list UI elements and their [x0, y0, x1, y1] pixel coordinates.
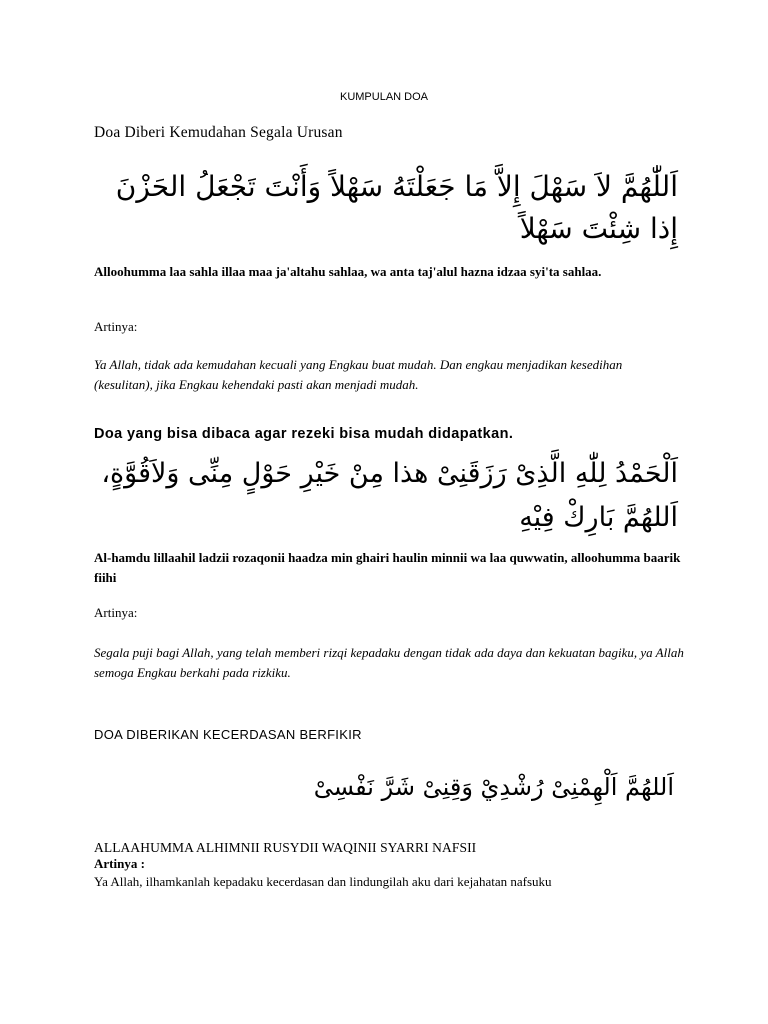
prayer-meaning: Segala puji bagi Allah, yang telah memberi rizqi kepadaku dengan tidak ada daya dan kekuatan bagiku, ya Allah semoga Engkau berkahi pada rizkiku. [94, 645, 684, 680]
arabic-prayer-text: اَلْحَمْدُ لِلّٰهِ الَّذِىْ رَزَقَنِىْ هذا مِنْ خَيْرِ حَوْلٍ مِنِّى وَلاَقُوَّةٍ، اَللهُمَّ بَارِكْ فِيْهِ [101, 458, 678, 533]
document-title: KUMPULAN DOA [339, 91, 429, 103]
prayer-meaning: Ya Allah, tidak ada kemudahan kecuali yang Engkau buat mudah. Dan engkau menjadikan kesedihan (kesulitan), jika Engkau kehendaki pasti akan menjadi mudah. [94, 357, 623, 392]
artinya-label: Artinya : [94, 856, 145, 871]
section-heading-kemudahan: Doa Diberi Kemudahan Segala Urusan [94, 124, 343, 141]
prayer-transliteration: ALLAAHUMMA ALHIMNII RUSYDII WAQINII SYARRI NAFSII [94, 840, 477, 855]
prayer-transliteration: Alloohumma laa sahla illaa maa ja'altahu sahlaa, wa anta taj'alul hazna idzaa syi'ta sahlaa. [94, 264, 602, 279]
section-heading-rezeki: Doa yang bisa dibaca agar rezeki bisa mudah didapatkan. [94, 426, 514, 442]
arabic-prayer-text: اَللهُمَّ اَلْهِمْنِىْ رُشْدِيْ وَقِنِىْ شَرَّ نَفْسِىْ [313, 773, 674, 801]
section-heading-kecerdasan: DOA DIBERIKAN KECERDASAN BERFIKIR [94, 727, 362, 742]
prayer-meaning: Ya Allah, ilhamkanlah kepadaku kecerdasan dan lindungilah aku dari kejahatan nafsuku [94, 874, 552, 889]
artinya-label: Artinya: [94, 319, 138, 334]
artinya-label: Artinya: [94, 605, 138, 620]
prayer-transliteration: Al-hamdu lillaahil ladzii rozaqonii haadza min ghairi haulin minnii wa laa quwwatin, alloohumma baarik fiihi [94, 550, 681, 585]
arabic-prayer-text: اَللّٰهُمَّ لاَ سَهْلَ إِلاَّ مَا جَعَلْتَهُ سَهْلاً وَأَنْتَ تَجْعَلُ الحَزْنَ إِذا شِئْتَ سَهْلاً [115, 170, 678, 245]
